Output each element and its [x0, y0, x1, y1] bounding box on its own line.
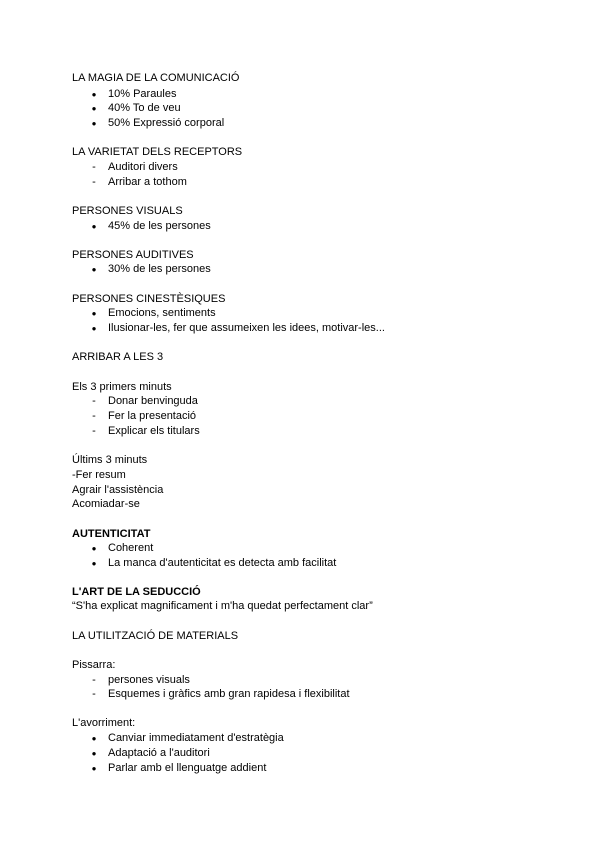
list-item: Arribar a tothom [108, 176, 187, 188]
text-line: -Fer resum [72, 469, 126, 481]
list-item: Auditori divers [108, 161, 178, 173]
heading-autenticitat: AUTENTICITAT [72, 528, 151, 540]
heading-cinestesiques: PERSONES CINESTÈSIQUES [72, 293, 226, 305]
bullet-icon [89, 116, 99, 131]
list-item: Donar benvinguda [108, 395, 198, 407]
label-avorriment: L'avorriment: [72, 717, 136, 729]
bullet-icon [89, 87, 99, 102]
text-line: Últims 3 minuts [72, 454, 148, 466]
dash-icon [89, 175, 99, 189]
heading-seduccio: L'ART DE LA SEDUCCIÓ [72, 586, 201, 598]
list-item: persones visuals [108, 674, 190, 686]
list-item: 10% Paraules [108, 88, 177, 100]
heading-materials: LA UTILITZACIÓ DE MATERIALS [72, 630, 239, 642]
list-item: Adaptació a l'auditori [108, 747, 210, 759]
bullet-icon [89, 746, 99, 761]
bullet-icon [89, 101, 99, 116]
list-item: 50% Expressió corporal [108, 117, 225, 129]
list-item: Coherent [108, 542, 154, 554]
text-line: Agrair l'assistència [72, 484, 164, 496]
list-item: La manca d'autenticitat es detecta amb facilitat [108, 557, 337, 569]
heading-visuals: PERSONES VISUALS [72, 205, 183, 217]
list-item: 40% To de veu [108, 102, 181, 114]
list-item: Explicar els titulars [108, 425, 200, 437]
bullet-icon [89, 556, 99, 571]
heading-auditives: PERSONES AUDITIVES [72, 249, 194, 261]
heading-arribar: ARRIBAR A LES 3 [72, 351, 164, 363]
bullet-icon [89, 306, 99, 321]
list-item: 45% de les persones [108, 220, 211, 232]
dash-icon [89, 673, 99, 687]
bullet-icon [89, 731, 99, 746]
dash-icon [89, 409, 99, 423]
dash-icon [89, 424, 99, 438]
list-item: Ilusionar-les, fer que assumeixen les idees, motivar-les... [108, 322, 385, 334]
list-item: Esquemes i gràfics amb gran rapidesa i flexibilitat [108, 688, 350, 700]
bullet-icon [89, 219, 99, 234]
text-line: Acomiadar-se [72, 498, 140, 510]
dash-icon [89, 394, 99, 408]
list-item: Fer la presentació [108, 410, 197, 422]
quote-text: “S'ha explicat magnificament i m'ha quedat perfectament clar” [72, 600, 373, 612]
list-item: Canviar immediatament d'estratègia [108, 732, 284, 744]
heading-varietat: LA VARIETAT DELS RECEPTORS [72, 146, 243, 158]
subheading-primers-minuts: Els 3 primers minuts [72, 381, 172, 393]
list-item: Emocions, sentiments [108, 307, 216, 319]
list-item: Parlar amb el llenguatge addient [108, 762, 267, 774]
list-item: 30% de les persones [108, 263, 211, 275]
bullet-icon [89, 541, 99, 556]
heading-magia: LA MAGIA DE LA COMUNICACIÓ [72, 72, 240, 84]
label-pissarra: Pissarra: [72, 659, 116, 671]
dash-icon [89, 687, 99, 701]
bullet-icon [89, 761, 99, 776]
bullet-icon [89, 321, 99, 336]
dash-icon [89, 160, 99, 174]
bullet-icon [89, 262, 99, 277]
